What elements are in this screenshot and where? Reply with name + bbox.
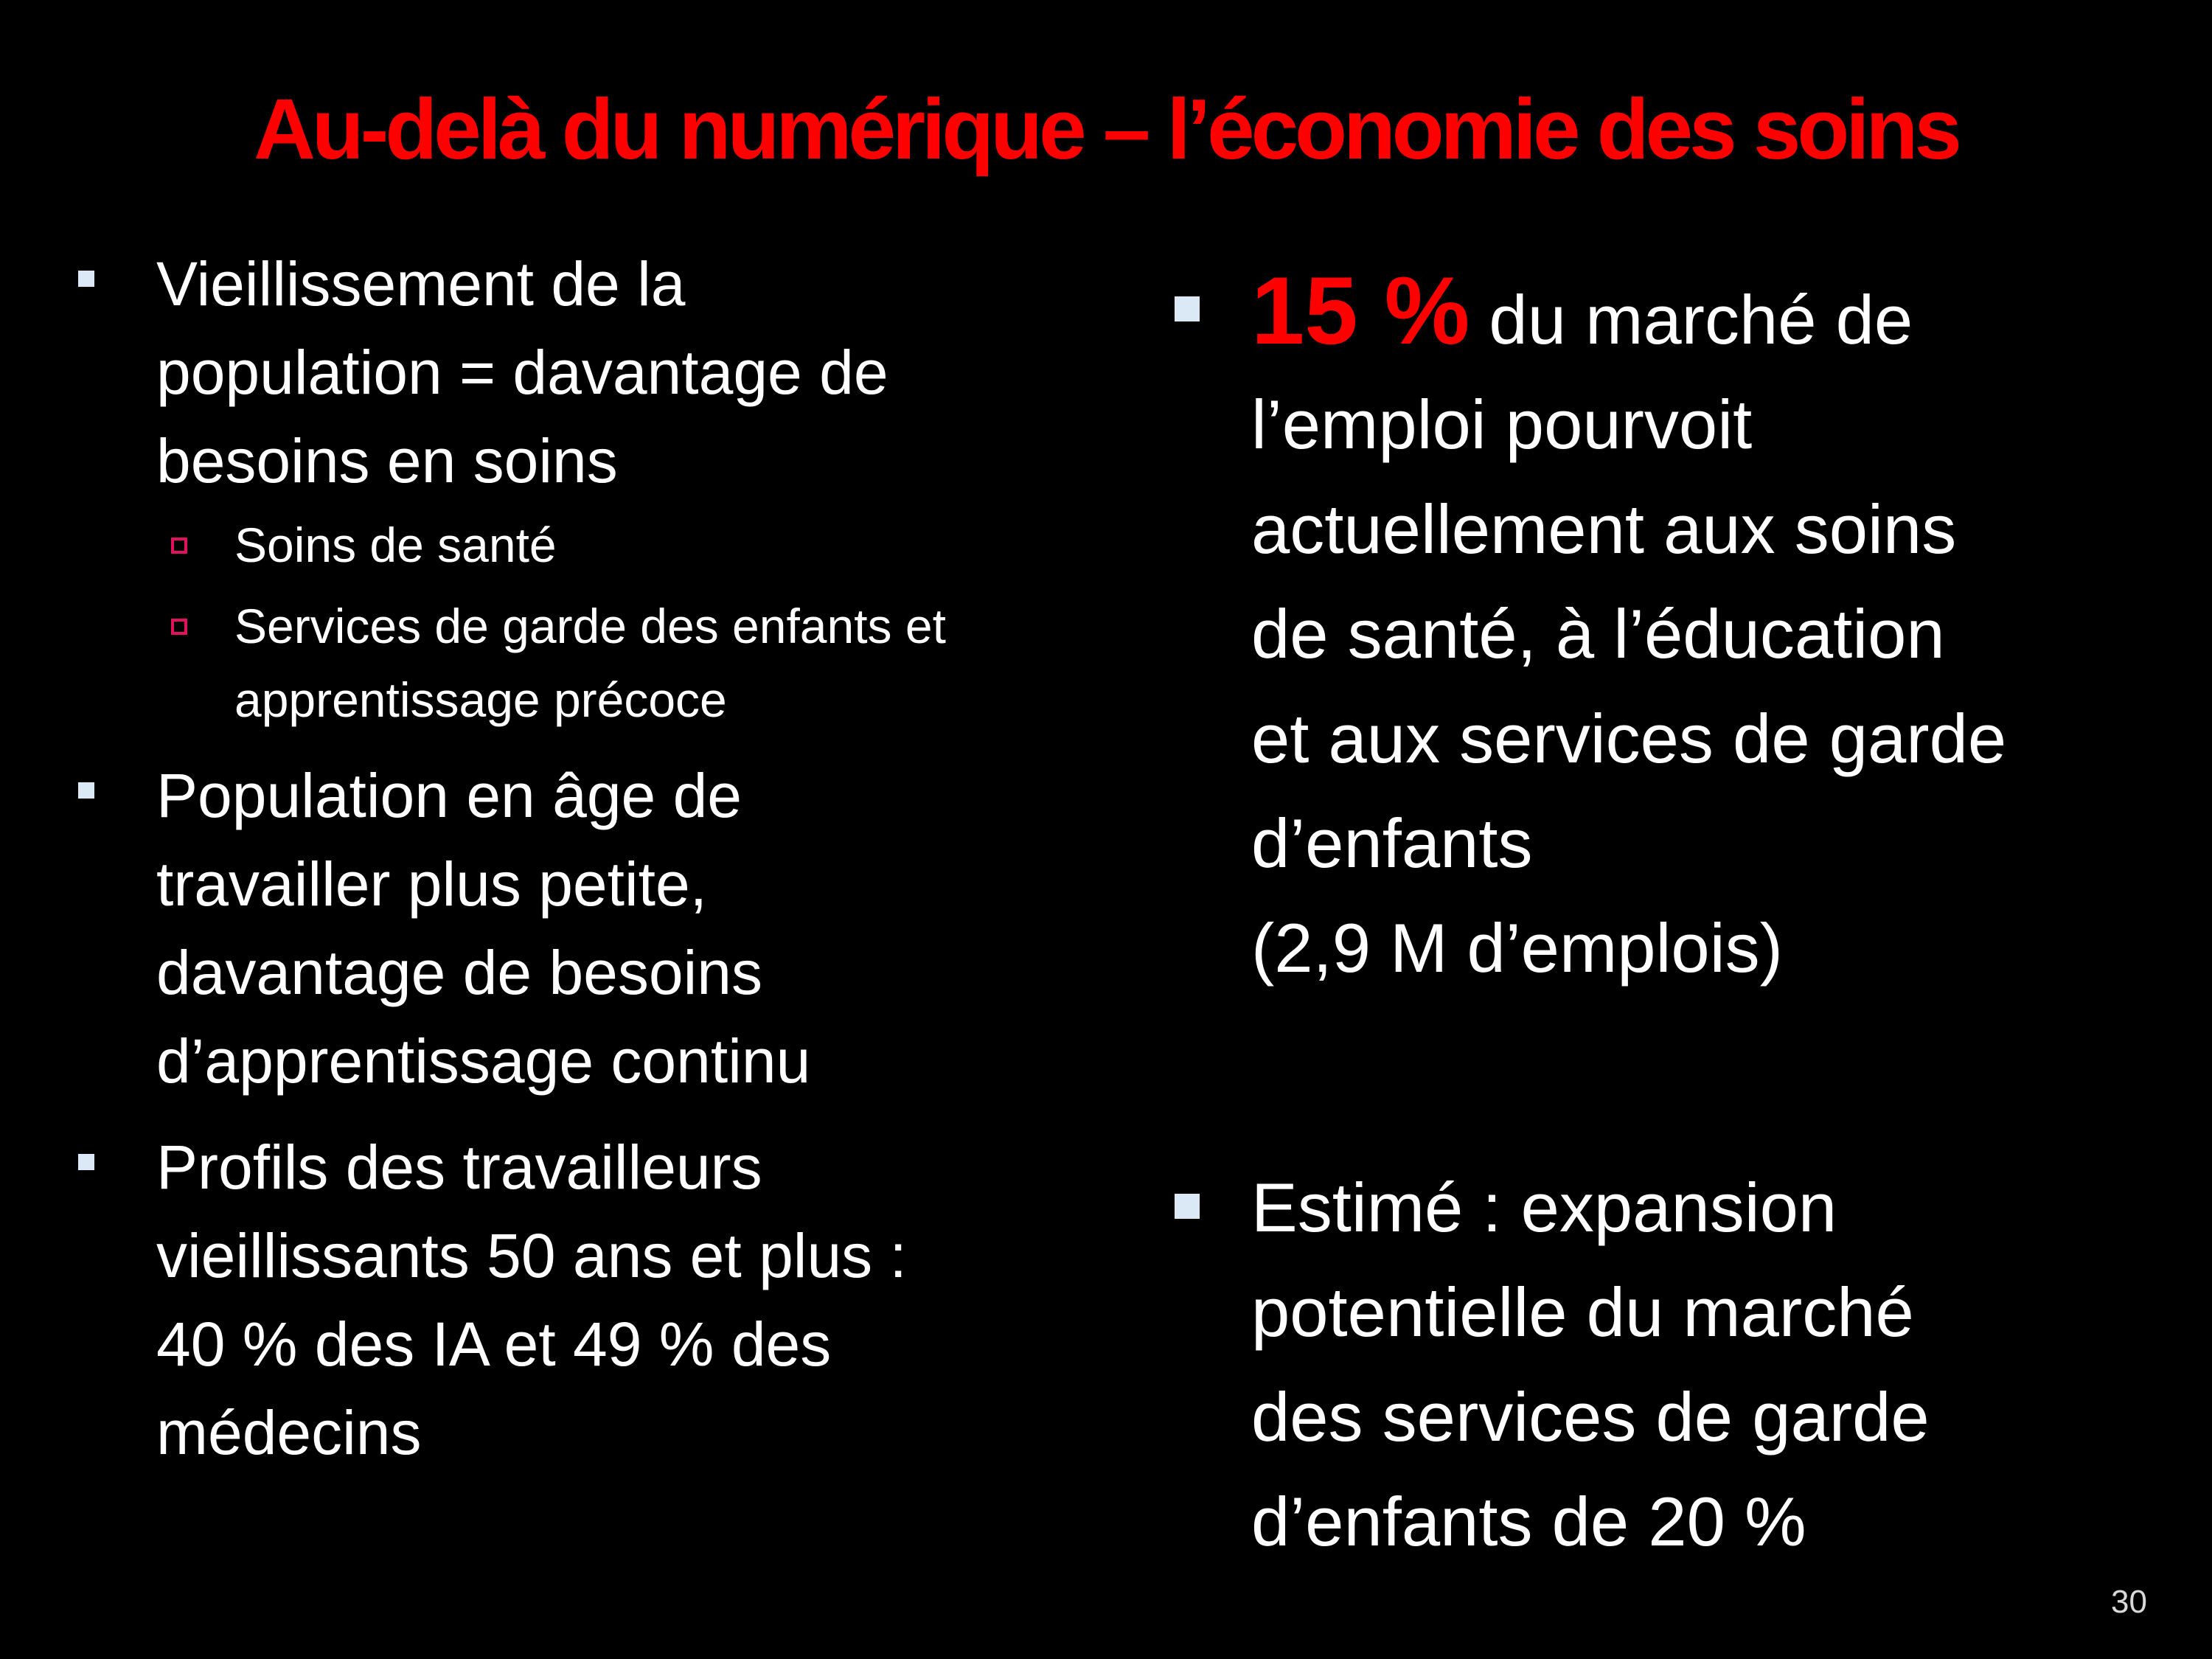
bullet-text-line: de santé, à l’éducation <box>1251 595 1945 672</box>
bullet-text-line: besoins en soins <box>156 426 618 495</box>
bullet-text-line: 40 % des IA et 49 % des <box>156 1310 832 1379</box>
sub-bullet-child-care <box>74 589 1121 737</box>
bullet-text-line: des services de garde <box>1251 1378 1930 1455</box>
bullet-first-line <box>1251 258 2186 372</box>
bullet-text-line: travailler plus petite, <box>156 849 708 919</box>
slide-title: Au-delà du numérique – l’économie des soins <box>254 81 1958 177</box>
bullet-text-line: l’emploi pourvoit <box>1251 386 1753 463</box>
bullet-text-line: Estimé : expansion <box>1251 1169 1837 1246</box>
bullet-text-line: population = davantage de <box>156 338 888 407</box>
bullet-text-line: actuellement aux soins <box>1251 490 1957 568</box>
bullet-text-line: davantage de besoins <box>156 938 762 1007</box>
sub-bullet-text-line: Soins de santé <box>234 518 557 572</box>
bullet-text-line: potentielle du marché <box>1251 1273 1914 1351</box>
left-column <box>74 240 1121 1477</box>
hollow-square-bullet-icon <box>171 619 187 635</box>
sub-bullet-text-line: Services de garde des enfants et <box>234 599 946 653</box>
square-bullet-icon <box>1175 296 1200 321</box>
bullet-text-line: (2,9 M d’emplois) <box>1251 909 1783 987</box>
square-bullet-icon <box>78 271 94 287</box>
bullet-care-employment-share <box>1169 258 2186 1001</box>
bullet-text-line: d’enfants <box>1251 804 1533 882</box>
bullet-childcare-expansion <box>1169 1155 2186 1574</box>
highlight-percentage: 15 % <box>1251 257 1470 364</box>
bullet-text-fragment: du marché de <box>1470 281 1913 358</box>
sub-bullet-health-care <box>74 508 1121 582</box>
sub-bullet-text-line: apprentissage précoce <box>234 672 727 727</box>
square-bullet-icon <box>1175 1194 1200 1219</box>
bullet-aging-population <box>74 240 1121 505</box>
bullet-text-line: et aux services de garde <box>1251 700 2007 777</box>
page-number: 30 <box>2111 1584 2147 1620</box>
bullet-text-line: médecins <box>156 1398 422 1467</box>
square-bullet-icon <box>78 1154 94 1170</box>
bullet-aging-workers <box>74 1123 1121 1477</box>
right-column <box>1169 258 2186 1574</box>
bullet-text-line: d’enfants de 20 % <box>1251 1483 1806 1560</box>
bullet-text-line: Vieillissement de la <box>156 249 686 319</box>
bullet-text-line: Profils des travailleurs <box>156 1133 762 1202</box>
bullet-text-line: vieillissants 50 ans et plus : <box>156 1221 907 1290</box>
square-bullet-icon <box>78 782 94 799</box>
hollow-square-bullet-icon <box>171 538 187 554</box>
bullet-text-line: d’apprentissage continu <box>156 1026 811 1096</box>
bullet-text-line: Population en âge de <box>156 761 742 830</box>
bullet-working-age-population <box>74 751 1121 1105</box>
